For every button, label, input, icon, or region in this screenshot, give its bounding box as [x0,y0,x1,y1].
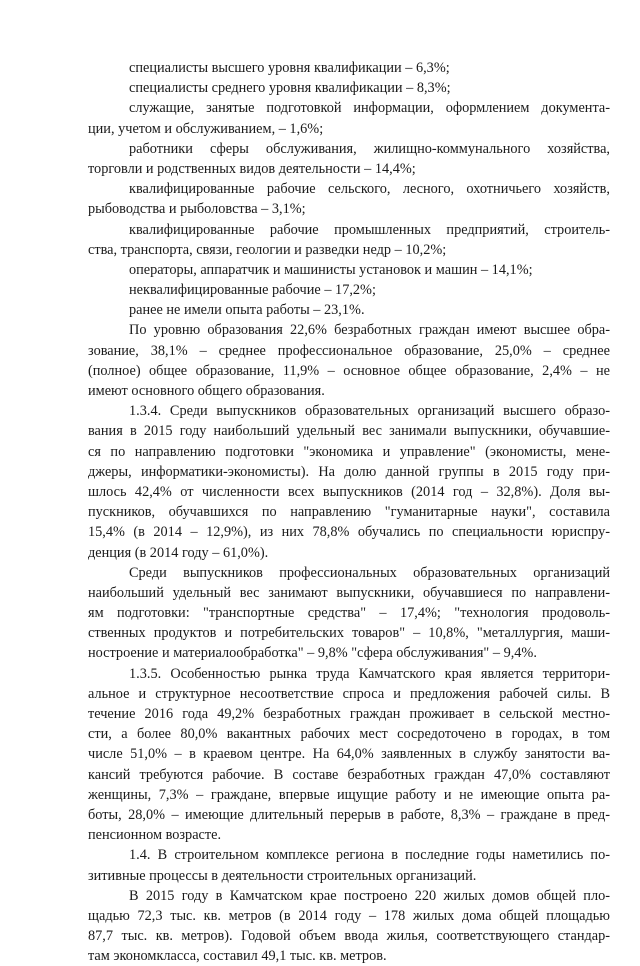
text-line: там экономкласса, составил 49,1 тыс. кв. метров. [88,948,387,965]
text-line: боты, 28,0% – имеющие длительный перерыв в работе, 8,3% – граждане в пред- [88,806,610,823]
text-line: 1.3.4. Среди выпускников образовательных организаций высшего образо- [129,403,610,420]
text-line: щадью 72,3 тыс. кв. метров (в 2014 году – 178 жилых дома общей площадью [88,907,610,924]
text-line: имеют основного общего образования. [88,383,325,399]
text-line: квалифицированные рабочие промышленных предприятий, строитель- [129,221,610,238]
list-item [88,300,610,320]
text-line: служащие, занятые подготовкой информации, оформлением документа- [129,100,610,117]
paragraph [88,845,610,885]
text-line: вания в 2015 году наибольший удельный вес занимали выпускники, обучавшие- [88,423,610,440]
text-line: ственных продуктов и потребительских товаров" – 10,8%, "металлургия, маши- [88,625,610,642]
text-line: сти, а более 80,0% вакантных рабочих мест сосредоточено в городах, в том [88,726,610,743]
text-line: зитивные процессы в деятельности строительных организаций. [88,867,477,884]
list-item [88,220,610,260]
text-line: пускников, обучавшихся по направлению "гуманитарные науки", составила [88,504,610,521]
text-line: операторы, аппаратчик и машинисты установок и машин – 14,1%; [129,261,533,278]
text-line: ранее не имели опыта работы – 23,1%. [129,302,365,319]
text-line: (полное) общее образование, 11,9% – основное общее образование, 2,4% – не [88,362,610,379]
text-line: течение 2016 года 49,2% безработных граждан проживает в сельской местно- [88,706,610,722]
text-line: числе 51,0% – в краевом центре. На 64,0% заявленных в службу занятости ва- [88,746,610,763]
paragraph [88,563,610,664]
paragraph [88,320,610,401]
text-line: работники сферы обслуживания, жилищно-коммунального хозяйства, [129,140,610,157]
text-line: специалисты высшего уровня квалификации – 6,3%; [129,60,450,76]
text-line: денция (в 2014 году – 61,0%). [88,544,269,561]
list-item [88,58,610,78]
list-item [88,260,610,280]
list-item [88,280,610,300]
text-line: 1.3.5. Особенностью рынка труда Камчатского края является территори- [129,665,610,682]
text-line: альное и структурное несоответствие спроса и предложения рабочей силы. В [88,685,610,702]
text-line: кансий требуются рабочие. В составе безработных граждан 47,0% составляют [88,766,610,783]
text-line: 1.4. В строительном комплексе региона в последние годы наметились по- [129,847,610,864]
text-line: наибольший удельный вес занимают выпускники, обучавшиеся по направлени- [88,584,610,601]
text-line: ностроение и материалообработка" – 9,8% "сфера обслуживания" – 9,4%. [88,645,537,662]
list-item [88,78,610,98]
text-line: неквалифицированные рабочие – 17,2%; [129,282,376,299]
text-line: джеры, информатики-экономисты). На долю данной группы в 2015 году при- [88,463,610,480]
list-item [88,98,610,138]
list-item [88,179,610,219]
text-line: ства, транспорта, связи, геологии и разведки недр – 10,2%; [88,241,447,258]
text-line: По уровню образования 22,6% безработных граждан имеют высшее обра- [129,322,610,339]
text-line: 15,4% (в 2014 – 12,9%), из них 78,8% обучались по специальности юриспру- [88,524,610,541]
paragraph [88,401,610,563]
document-page [88,58,610,966]
text-line: рыбоводства и рыболовства – 3,1%; [88,201,306,218]
text-line: зование, 38,1% – среднее профессиональное образование, 25,0% – среднее [88,342,610,359]
text-line: шлось 42,4% от численности всех выпускников (2014 год – 32,8%). Доля вы- [88,483,610,500]
text-line: квалифицированные рабочие сельского, лесного, охотничьего хозяйств, [129,181,610,198]
text-line: торговли и родственных видов деятельности – 14,4%; [88,160,416,177]
text-line: ся по направлению подготовки "экономика и управление" (экономисты, мене- [88,443,610,460]
text-line: 87,7 тыс. кв. метров). Годовой объем ввода жилья, соответствующего стандар- [88,928,610,945]
text-line: ции, учетом и обслуживанием, – 1,6%; [88,120,324,137]
text-line: пенсионном возрасте. [88,827,222,844]
list-item [88,139,610,179]
text-line: специалисты среднего уровня квалификации – 8,3%; [129,80,451,97]
text-line: Среди выпускников профессиональных образовательных организаций [129,564,610,581]
paragraph [88,886,610,966]
text-line: женщины, 7,3% – граждане, впервые ищущие работу и не имеющие опыта ра- [88,786,610,803]
text-line: ям подготовки: "транспортные средства" – 17,4%; "технология продоволь- [88,605,610,622]
paragraph [88,664,610,846]
text-line: В 2015 году в Камчатском крае построено 220 жилых домов общей пло- [129,887,610,904]
